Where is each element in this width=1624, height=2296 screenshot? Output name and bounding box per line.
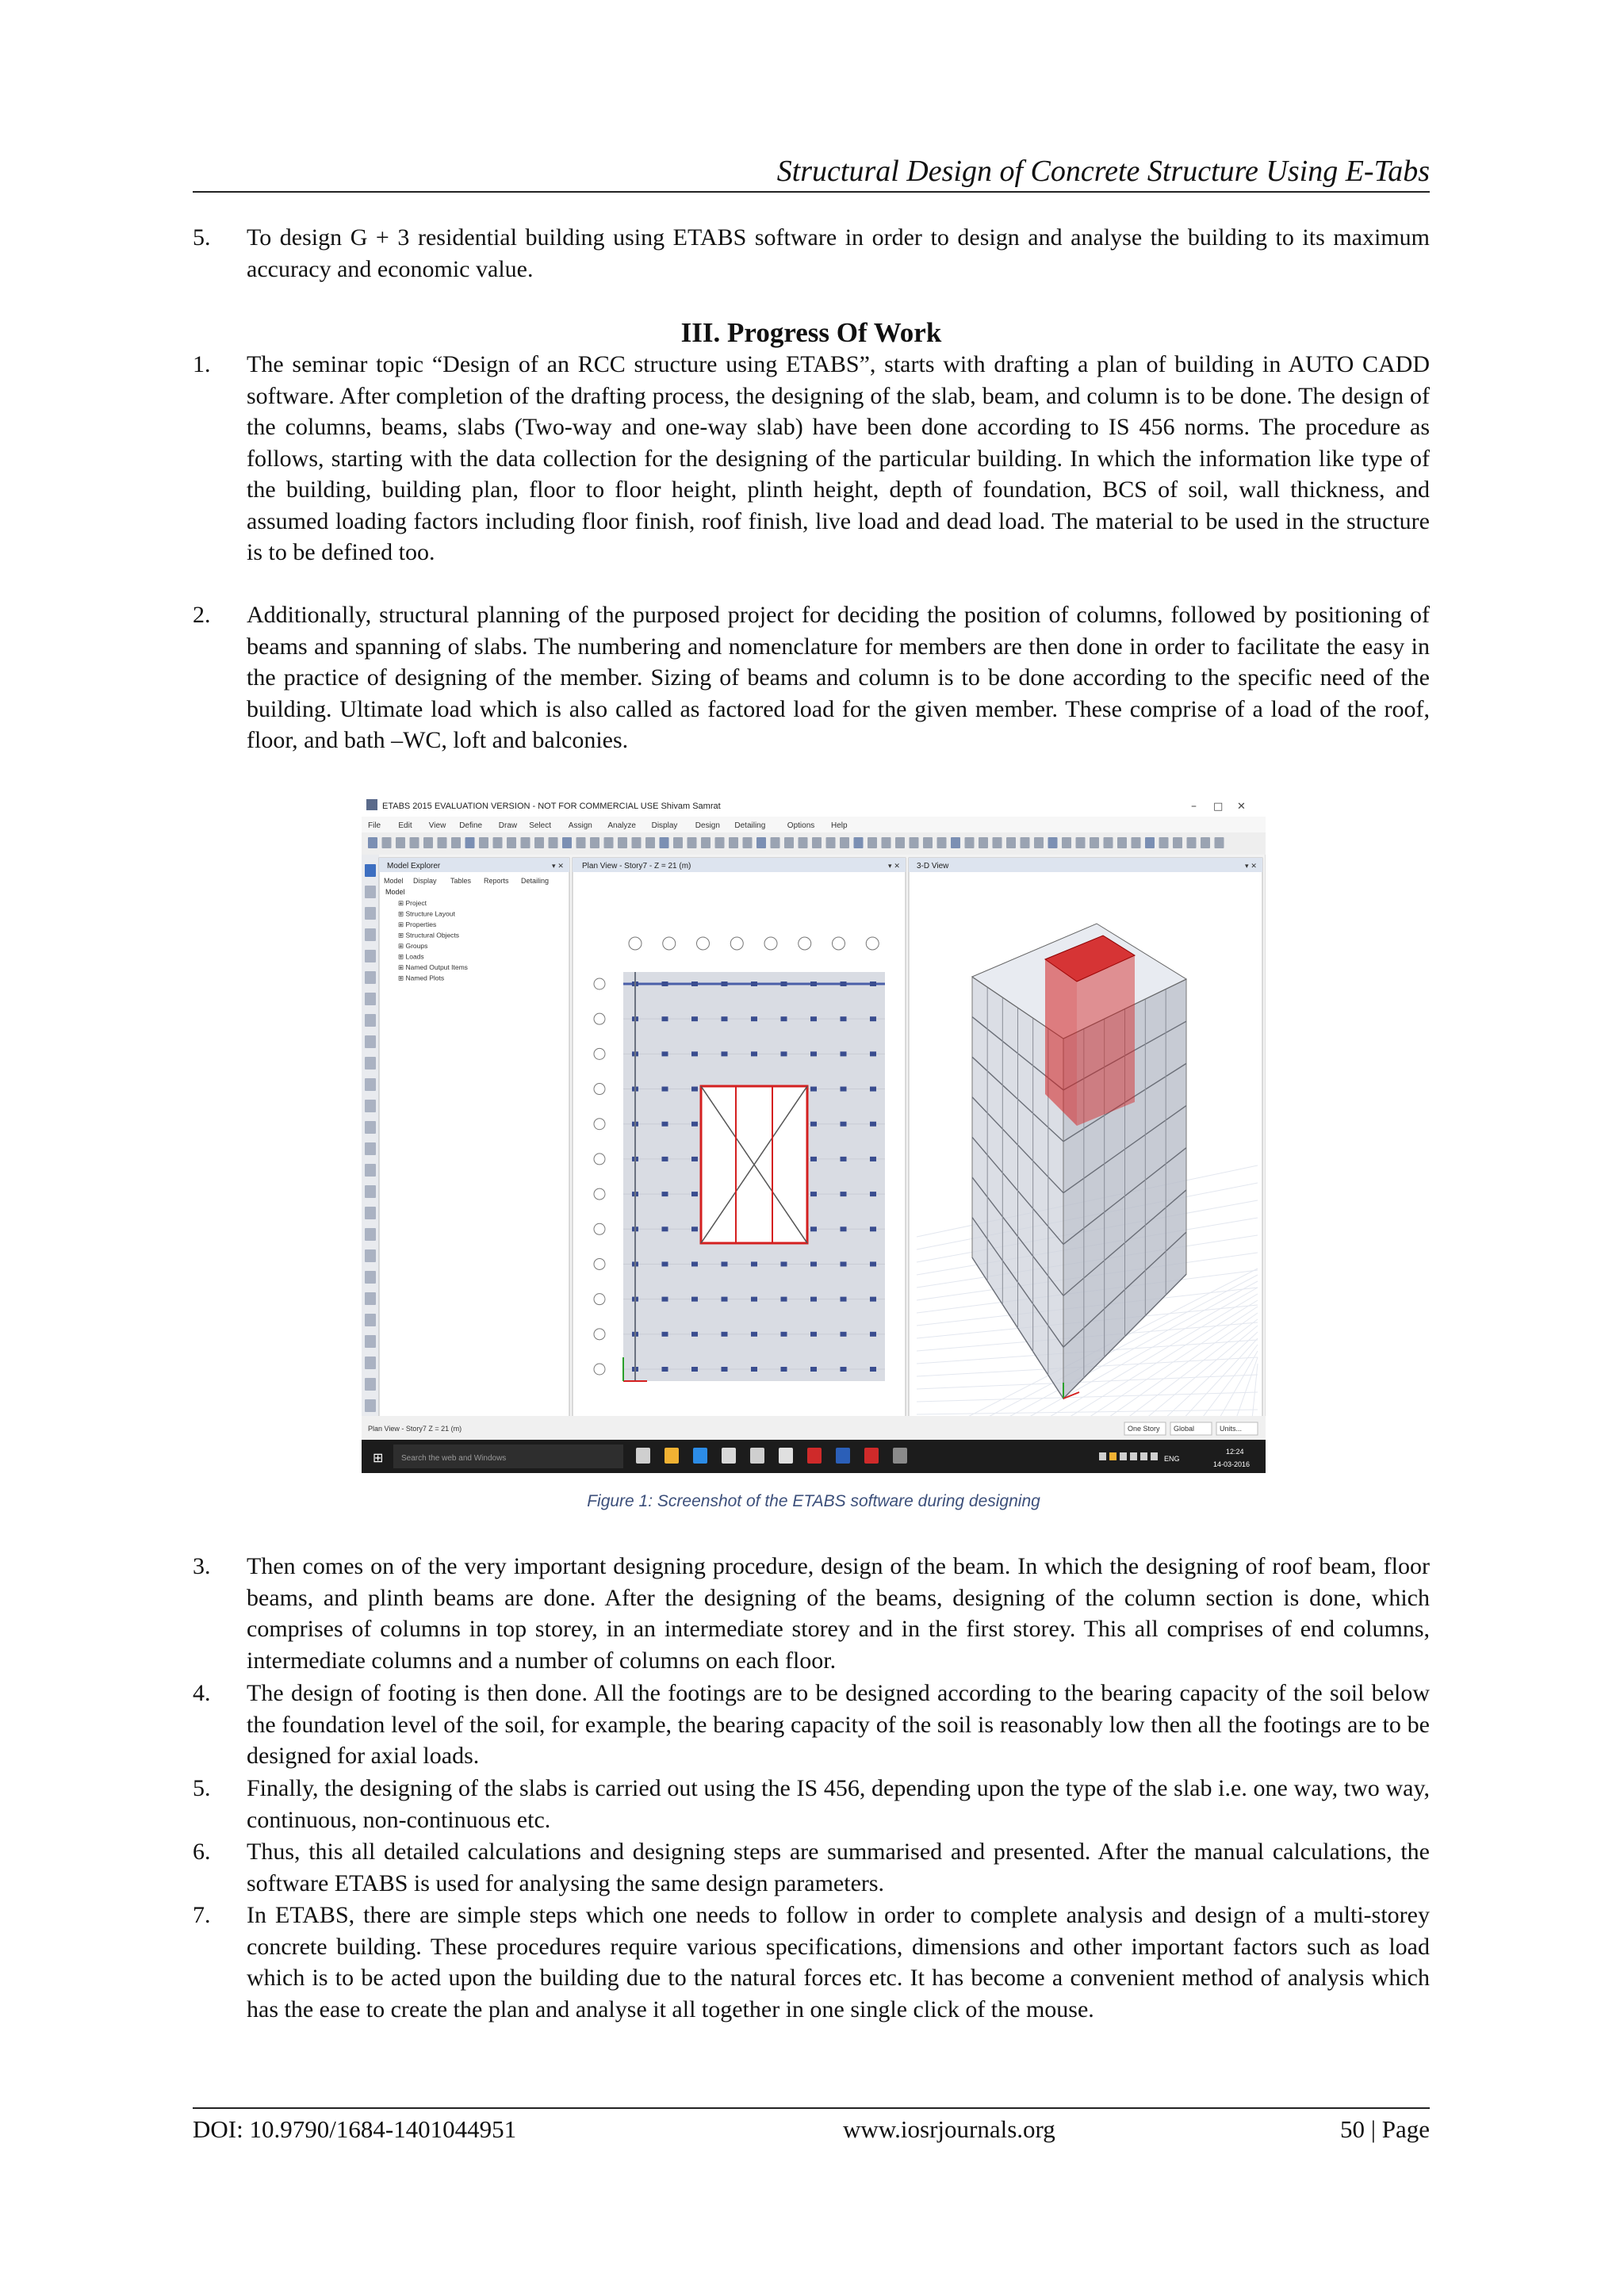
toolbar-icon[interactable] xyxy=(465,837,475,848)
left-tool-icon[interactable] xyxy=(365,1035,376,1048)
explorer-item[interactable]: ⊞ Structural Objects xyxy=(398,931,460,939)
plan-column xyxy=(751,1367,757,1372)
plan-column xyxy=(691,1192,698,1196)
running-head: Structural Design of Concrete Structure Using E-Tabs xyxy=(776,155,1430,188)
left-tool-icon[interactable] xyxy=(365,907,376,920)
explorer-tab-4[interactable]: Detailing xyxy=(521,877,550,885)
plan-column xyxy=(722,1332,728,1337)
plan-column xyxy=(810,1016,817,1021)
toolbar-icon[interactable] xyxy=(451,837,461,848)
etabs-app-icon xyxy=(366,799,377,810)
plan-column xyxy=(722,1016,728,1021)
grid-bubble xyxy=(833,937,845,950)
plan-column xyxy=(870,1297,876,1302)
explorer-item[interactable]: ⊞ Named Plots xyxy=(398,974,445,982)
plan-column xyxy=(751,1051,757,1056)
plan-column xyxy=(810,1157,817,1161)
left-tool-icon[interactable] xyxy=(365,950,376,962)
toolbar-icon[interactable] xyxy=(799,837,808,848)
explorer-tab-1[interactable]: Display xyxy=(413,877,437,885)
left-tool-icon[interactable] xyxy=(365,1057,376,1070)
plan-column xyxy=(870,1087,876,1092)
plan-column xyxy=(870,1051,876,1056)
toolbar-icon[interactable] xyxy=(812,837,822,848)
menu-item-10[interactable]: Detailing xyxy=(734,821,766,830)
grid-bubble xyxy=(799,937,811,950)
tray-icon[interactable] xyxy=(1120,1452,1127,1460)
menu-item-12[interactable]: Help xyxy=(831,821,848,830)
toolbar-icon[interactable] xyxy=(1117,837,1127,848)
menu-item-5[interactable]: Select xyxy=(529,821,551,830)
plan-column xyxy=(691,1332,698,1337)
plan-column xyxy=(662,982,668,986)
explorer-item[interactable]: ⊞ Properties xyxy=(398,920,437,928)
plan-column xyxy=(810,1192,817,1196)
list-number: 1. xyxy=(193,351,211,377)
list-number: 6. xyxy=(193,1839,211,1865)
status-dropdown-label: One Story xyxy=(1128,1425,1160,1433)
explorer-tab-3[interactable]: Reports xyxy=(484,877,509,885)
grid-bubble xyxy=(594,1329,605,1340)
menu-item-9[interactable]: Design xyxy=(695,821,720,830)
explorer-item[interactable]: ⊞ Groups xyxy=(398,942,428,950)
plan-column xyxy=(691,1157,698,1161)
toolbar-icon[interactable] xyxy=(396,837,405,848)
taskbar-search: Search the web and Windows xyxy=(401,1454,507,1463)
menu-item-3[interactable]: Define xyxy=(459,821,483,830)
view3d-title: 3-D View xyxy=(917,862,949,871)
plan-column xyxy=(841,1297,847,1302)
taskbar-lang: ENG xyxy=(1164,1455,1180,1463)
toolbar-icon[interactable] xyxy=(1145,837,1155,848)
taskbar-app-icon[interactable] xyxy=(636,1448,650,1464)
toolbar-icon[interactable] xyxy=(549,837,558,848)
plan-column xyxy=(810,1051,817,1056)
toolbar-icon[interactable] xyxy=(784,837,794,848)
grid-bubble xyxy=(594,978,605,989)
toolbar-icon[interactable] xyxy=(715,837,725,848)
status-dropdown-label: Global xyxy=(1174,1425,1195,1433)
tray-icon[interactable] xyxy=(1109,1452,1116,1460)
explorer-item[interactable]: ⊞ Loads xyxy=(398,952,424,961)
plan-column xyxy=(870,1332,876,1337)
taskbar-app-icon[interactable] xyxy=(836,1448,850,1464)
grid-bubble xyxy=(730,937,743,950)
plan-column xyxy=(841,1051,847,1056)
menu-item-1[interactable]: Edit xyxy=(398,821,412,830)
toolbar-icon[interactable] xyxy=(576,837,586,848)
plan-column xyxy=(841,1192,847,1196)
grid-bubble xyxy=(629,937,642,950)
grid-bubble xyxy=(594,1119,605,1130)
list-text: Additionally, structural planning of the purposed project for deciding the position of columns, followed by positioning of beams and spanning of slabs. The numbering and nomenclature for members are then done in order to facilitate the easy in the practice of designing of the member. Sizing of beams and column is to be done according to the specific need of the building. Ultimate load which is also called as factored load for the given member. These comprise of a load of the roof, floor, and bath –WC, loft and balconies. xyxy=(247,602,1430,753)
plan-column xyxy=(662,1367,668,1372)
plan-column xyxy=(781,1332,787,1337)
core-walls-side xyxy=(1077,955,1135,1126)
plan-column xyxy=(722,1367,728,1372)
plan-column xyxy=(691,1051,698,1056)
toolbar-icon[interactable] xyxy=(423,837,433,848)
toolbar-icon[interactable] xyxy=(521,837,530,848)
taskbar-app-icon[interactable] xyxy=(750,1448,764,1464)
taskbar-time: 12:24 xyxy=(1226,1448,1244,1456)
toolbar-icon[interactable] xyxy=(1048,837,1058,848)
toolbar-icon[interactable] xyxy=(1159,837,1169,848)
toolbar-icon[interactable] xyxy=(590,837,599,848)
toolbar-icon[interactable] xyxy=(826,837,836,848)
left-tool-icon[interactable] xyxy=(365,971,376,984)
tray-icon[interactable] xyxy=(1151,1452,1158,1460)
left-tool-icon[interactable] xyxy=(365,864,376,877)
left-tool-icon[interactable] xyxy=(365,993,376,1005)
grid-bubble xyxy=(594,1048,605,1059)
toolbar-icon[interactable] xyxy=(382,837,392,848)
toolbar-icon[interactable] xyxy=(910,837,919,848)
explorer-close-icon: ▾ ✕ xyxy=(552,863,564,871)
plan-column xyxy=(810,1332,817,1337)
menu-item-8[interactable]: Display xyxy=(651,821,678,830)
explorer-title: Model Explorer xyxy=(387,862,441,871)
plan-column xyxy=(662,1157,668,1161)
plan-column xyxy=(841,1367,847,1372)
list-number: 7. xyxy=(193,1902,211,1928)
grid-bubble xyxy=(594,1188,605,1200)
plan-column xyxy=(870,1192,876,1196)
left-tool-icon[interactable] xyxy=(365,1014,376,1027)
toolbar-icon[interactable] xyxy=(1173,837,1182,848)
grid-bubble xyxy=(594,1364,605,1375)
left-tool-icon[interactable] xyxy=(365,1399,376,1412)
plan-close-icon: ▾ ✕ xyxy=(888,863,900,871)
grid-bubble xyxy=(866,937,879,950)
view3d-close-icon: ▾ ✕ xyxy=(1245,863,1257,871)
list-number: 3. xyxy=(193,1553,211,1579)
left-tool-icon[interactable] xyxy=(365,928,376,941)
plan-column xyxy=(691,1367,698,1372)
taskbar-app-icon[interactable] xyxy=(893,1448,907,1464)
taskbar-app-icon[interactable] xyxy=(807,1448,822,1464)
taskbar-app-icon[interactable] xyxy=(665,1448,679,1464)
footer-site[interactable]: www.iosrjournals.org xyxy=(843,2115,1055,2143)
list-number: 2. xyxy=(193,602,211,628)
plan-column xyxy=(662,1332,668,1337)
close-icon: ✕ xyxy=(1237,801,1246,813)
explorer-item[interactable]: ⊞ Structure Layout xyxy=(398,909,455,918)
plan-column xyxy=(841,1087,847,1092)
toolbar-icon[interactable] xyxy=(660,837,669,848)
plan-column xyxy=(841,1157,847,1161)
plan-column xyxy=(751,1332,757,1337)
toolbar-icon[interactable] xyxy=(895,837,905,848)
status-dropdown-label: Units... xyxy=(1220,1425,1243,1433)
plan-column xyxy=(662,1192,668,1196)
left-tool-icon[interactable] xyxy=(365,1100,376,1112)
toolbar-icon[interactable] xyxy=(534,837,544,848)
plan-column xyxy=(691,1226,698,1231)
explorer-item[interactable]: ⊞ Named Output Items xyxy=(398,963,468,971)
list-text: The seminar topic “Design of an RCC structure using ETABS”, starts with drafting a plan of building in AUTO CADD software. After completion of the drafting process, the designing of the slab, beam, and column is to be done. The design of the columns, beams, slabs (Two-way and one-way slab) have been done according to IS 456 norms. The procedure as follows, starting with the data collection for the designing of the particular building. In which the information like type of the building, building plan, floor to floor height, plinth height, depth of foundation, BCS of soil, wall thickness, and assumed loading factors including floor finish, roof finish, live load and dead load. The material to be used in the structure is to be defined too. xyxy=(247,351,1430,565)
plan-column xyxy=(691,982,698,986)
windows-start-icon: ⊞ xyxy=(373,1450,384,1465)
toolbar-icon[interactable] xyxy=(1006,837,1016,848)
list-number: 4. xyxy=(193,1680,211,1706)
toolbar-icon[interactable] xyxy=(868,837,877,848)
grid-bubble xyxy=(594,1294,605,1305)
plan-column xyxy=(841,1261,847,1266)
left-tool-icon[interactable] xyxy=(365,1378,376,1391)
toolbar-icon[interactable] xyxy=(632,837,642,848)
toolbar-icon[interactable] xyxy=(1021,837,1030,848)
menu-item-11[interactable]: Options xyxy=(787,821,815,830)
left-tool-icon[interactable] xyxy=(365,1357,376,1369)
toolbar-icon[interactable] xyxy=(493,837,503,848)
plan-column xyxy=(870,1122,876,1127)
grid-bubble xyxy=(594,1258,605,1269)
plan-column xyxy=(870,1261,876,1266)
plan-column xyxy=(662,1226,668,1231)
plan-column xyxy=(841,1016,847,1021)
list-text: To design G + 3 residential building using ETABS software in order to design and analyse the building to its maximum accuracy and economic value. xyxy=(247,224,1430,282)
plan-column xyxy=(722,1297,728,1302)
plan-column xyxy=(841,1226,847,1231)
menu-item-4[interactable]: Draw xyxy=(498,821,518,830)
grid-bubble xyxy=(697,937,710,950)
toolbar-icon[interactable] xyxy=(771,837,780,848)
grid-bubble xyxy=(594,1223,605,1234)
plan-column xyxy=(751,1261,757,1266)
toolbar-icon[interactable] xyxy=(701,837,710,848)
plan-column xyxy=(691,1261,698,1266)
menu-item-6[interactable]: Assign xyxy=(568,821,592,830)
plan-column xyxy=(810,1367,817,1372)
toolbar-icon[interactable] xyxy=(965,837,975,848)
grid-bubble xyxy=(594,1154,605,1165)
list-text: In ETABS, there are simple steps which one needs to follow in order to complete analysis and design of a multi-storey concrete building. These procedures require various specifications, dimensions and other important factors such as load which is to be acted upon the building due to the natural forces etc. It has become a convenient method of analysis which has the ease to create the plan and analyse it all together in one single click of the mouse. xyxy=(247,1902,1430,2022)
list-text: Finally, the designing of the slabs is carried out using the IS 456, depending upon the type of the slab i.e. one way, two way, continuous, non-continuous etc. xyxy=(247,1775,1430,1833)
plan-column xyxy=(662,1261,668,1266)
plan-column xyxy=(870,982,876,986)
plan-column xyxy=(691,1016,698,1021)
plan-column xyxy=(662,1122,668,1127)
plan-column xyxy=(662,1051,668,1056)
toolbar-icon[interactable] xyxy=(673,837,683,848)
plan-column xyxy=(781,1261,787,1266)
explorer-tab-0[interactable]: Model xyxy=(384,877,404,885)
toolbar-icon[interactable] xyxy=(1104,837,1113,848)
explorer-tab-2[interactable]: Tables xyxy=(450,877,472,885)
toolbar-icon[interactable] xyxy=(1187,837,1197,848)
tray-icon[interactable] xyxy=(1140,1452,1147,1460)
toolbar-icon[interactable] xyxy=(688,837,697,848)
tray-icon[interactable] xyxy=(1130,1452,1137,1460)
left-tool-icon[interactable] xyxy=(365,1142,376,1155)
menu-item-2[interactable]: View xyxy=(428,821,446,830)
left-tool-icon[interactable] xyxy=(365,1292,376,1305)
explorer-root: Model xyxy=(385,888,405,896)
plan-column xyxy=(810,1087,817,1092)
menu-item-7[interactable]: Analyze xyxy=(607,821,636,830)
grid-bubble xyxy=(594,1013,605,1024)
toolbar-icon[interactable] xyxy=(1215,837,1224,848)
plan-column xyxy=(810,1226,817,1231)
toolbar-icon[interactable] xyxy=(1034,837,1044,848)
list-text: Thus, this all detailed calculations and designing steps are summarised and presented. After the manual calculations, the software ETABS is used for analysing the same design parameters. xyxy=(247,1839,1430,1896)
plan-column xyxy=(662,1297,668,1302)
toolbar-icon[interactable] xyxy=(562,837,572,848)
left-tool-icon[interactable] xyxy=(365,1164,376,1177)
plan-column xyxy=(751,1016,757,1021)
toolbar-icon[interactable] xyxy=(854,837,864,848)
plan-column xyxy=(662,1016,668,1021)
grid-bubble xyxy=(663,937,676,950)
plan-column xyxy=(722,1261,728,1266)
list-text: Then comes on of the very important designing procedure, design of the beam. In which the designing of roof beam, floor beams, and plinth beams are done. After the designing of the beams, designing of the column section is done, which comprises of columns in top storey, in an intermediate storey and in the first storey. This all comprises of end columns, intermediate columns and a number of columns on each floor. xyxy=(247,1553,1430,1674)
toolbar-icon[interactable] xyxy=(1076,837,1086,848)
plan-column xyxy=(810,1122,817,1127)
toolbar-icon[interactable] xyxy=(438,837,447,848)
minimize-icon: – xyxy=(1191,800,1197,813)
plan-column xyxy=(841,1122,847,1127)
plan-column xyxy=(810,1261,817,1266)
plan-column xyxy=(691,1297,698,1302)
toolbar-icon[interactable] xyxy=(756,837,766,848)
plan-view-title: Plan View - Story7 - Z = 21 (m) xyxy=(582,862,691,871)
plan-column xyxy=(870,1367,876,1372)
taskbar-date: 14-03-2016 xyxy=(1213,1460,1251,1468)
list-number: 5. xyxy=(193,1775,211,1801)
section-title: III. Progress Of Work xyxy=(680,317,942,348)
plan-column xyxy=(722,1051,728,1056)
toolbar-icon[interactable] xyxy=(743,837,753,848)
grid-bubble xyxy=(594,1084,605,1095)
plan-column xyxy=(781,982,787,986)
grid-bubble xyxy=(764,937,777,950)
left-tool-icon[interactable] xyxy=(365,1335,376,1348)
toolbar-icon[interactable] xyxy=(410,837,419,848)
header-rule xyxy=(193,191,1430,193)
plan-column xyxy=(810,982,817,986)
plan-column xyxy=(781,1051,787,1056)
etabs-screenshot-figure xyxy=(362,793,1266,1473)
plan-column xyxy=(841,1332,847,1337)
plan-column xyxy=(751,1297,757,1302)
toolbar-icon[interactable] xyxy=(923,837,933,848)
footer-page-number: 50 | Page xyxy=(1340,2115,1430,2143)
toolbar-icon[interactable] xyxy=(882,837,891,848)
maximize-icon: □ xyxy=(1213,801,1224,813)
toolbar-icon[interactable] xyxy=(1062,837,1071,848)
plan-column xyxy=(870,1016,876,1021)
plan-column xyxy=(691,1087,698,1092)
taskbar-app-icon[interactable] xyxy=(779,1448,793,1464)
toolbar-icon[interactable] xyxy=(993,837,1002,848)
plan-column xyxy=(870,1226,876,1231)
plan-column xyxy=(662,1087,668,1092)
plan-column xyxy=(781,1016,787,1021)
left-tool-icon[interactable] xyxy=(365,1185,376,1198)
toolbar-icon[interactable] xyxy=(604,837,614,848)
left-tool-icon[interactable] xyxy=(365,1271,376,1284)
plan-column xyxy=(722,982,728,986)
left-tool-icon[interactable] xyxy=(365,1249,376,1262)
tray-icon[interactable] xyxy=(1099,1452,1106,1460)
plan-column xyxy=(810,1297,817,1302)
plan-column xyxy=(781,1367,787,1372)
toolbar-icon[interactable] xyxy=(1132,837,1141,848)
plan-column xyxy=(870,1157,876,1161)
toolbar-icon[interactable] xyxy=(979,837,988,848)
toolbar-icon[interactable] xyxy=(507,837,516,848)
plan-column xyxy=(841,982,847,986)
plan-column xyxy=(781,1297,787,1302)
plan-column xyxy=(691,1122,698,1127)
window-title: ETABS 2015 EVALUATION VERSION - NOT FOR COMMERCIAL USE Shivam Samrat xyxy=(382,802,721,811)
status-text: Plan View - Story7 Z = 21 (m) xyxy=(368,1425,462,1433)
taskbar-app-icon[interactable] xyxy=(722,1448,736,1464)
toolbar-icon[interactable] xyxy=(368,837,377,848)
left-tool-icon[interactable] xyxy=(365,1228,376,1241)
toolbar-icon[interactable] xyxy=(937,837,947,848)
left-tool-icon[interactable] xyxy=(365,1314,376,1326)
toolbar-icon[interactable] xyxy=(1201,837,1210,848)
list-number: 5. xyxy=(193,224,211,251)
left-tool-icon[interactable] xyxy=(365,886,376,898)
taskbar-app-icon[interactable] xyxy=(693,1448,707,1464)
toolbar-icon[interactable] xyxy=(479,837,488,848)
toolbar-icon[interactable] xyxy=(951,837,960,848)
list-text: The design of footing is then done. All the footings are to be designed according to the bearing capacity of the soil below the foundation level of the soil, for example, the bearing capacity of the soil is reasonably low then all the footings are to be designed for axial loads. xyxy=(247,1680,1430,1769)
left-tool-icon[interactable] xyxy=(365,1121,376,1134)
explorer-item[interactable]: ⊞ Project xyxy=(398,899,427,907)
footer-rule xyxy=(193,2107,1430,2109)
toolbar-icon[interactable] xyxy=(618,837,627,848)
toolbar-icon[interactable] xyxy=(1090,837,1099,848)
toolbar-icon[interactable] xyxy=(645,837,655,848)
toolbar-icon[interactable] xyxy=(729,837,738,848)
toolbar-icon[interactable] xyxy=(840,837,849,848)
taskbar-app-icon[interactable] xyxy=(864,1448,879,1464)
menu-item-0[interactable]: File xyxy=(368,821,381,830)
figure-caption: Figure 1: Screenshot of the ETABS software during designing xyxy=(587,1492,1040,1510)
plan-column xyxy=(751,982,757,986)
left-tool-icon[interactable] xyxy=(365,1078,376,1091)
footer-doi: DOI: 10.9790/1684-1401044951 xyxy=(193,2115,517,2143)
left-tool-icon[interactable] xyxy=(365,1207,376,1219)
